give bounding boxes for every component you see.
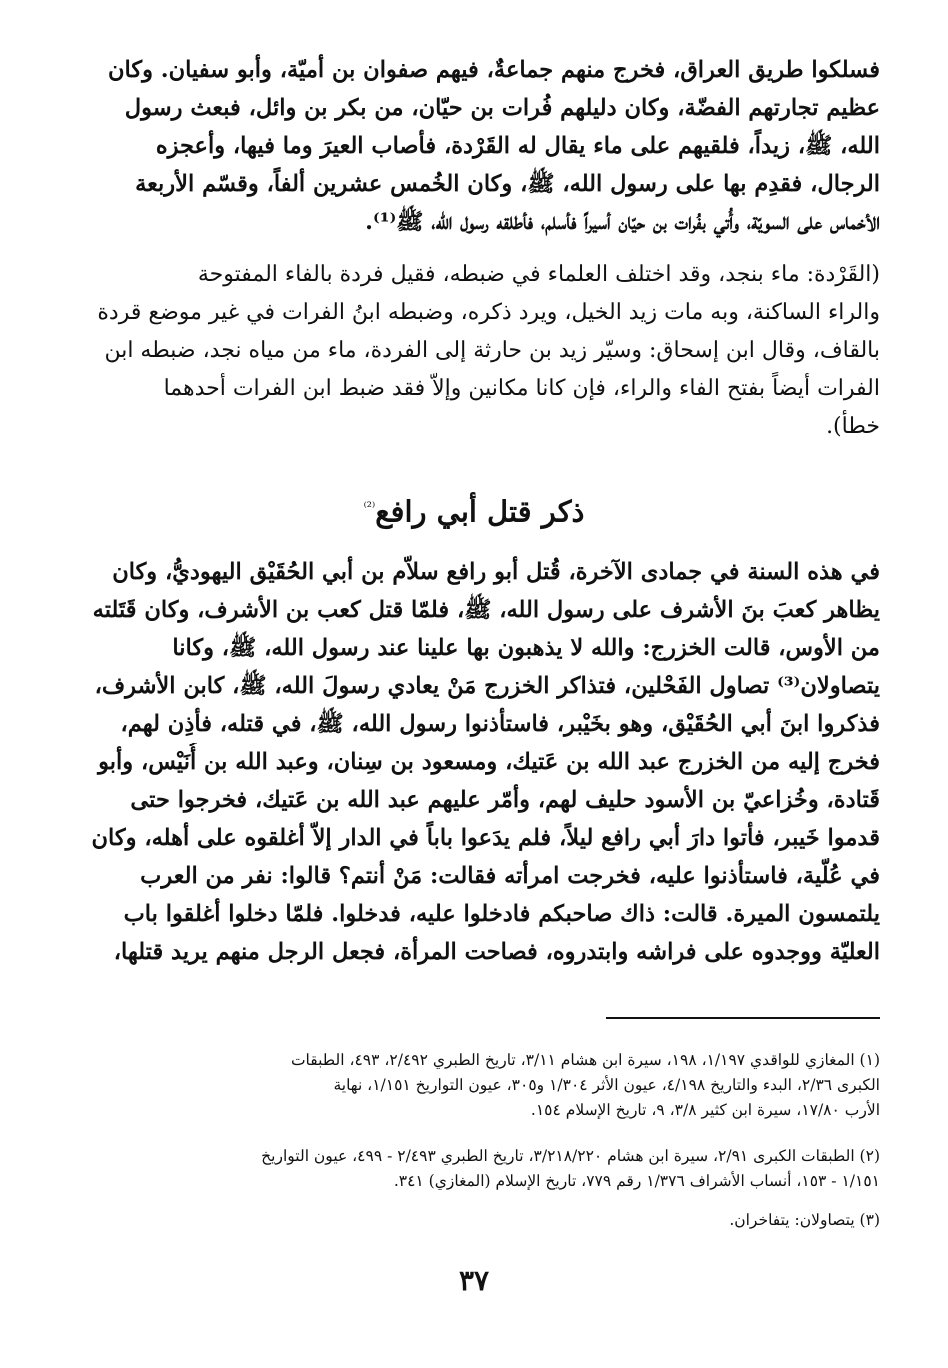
text-line: خطأ).: [826, 414, 880, 439]
footnote-line: ١/١٥١ - ١٥٣، أنساب الأشراف ١/٣٧٦ رقم ٧٧٩، تاريخ الإسلام (المغازي) ٣٤١.: [393, 1172, 880, 1190]
text-line: بالقاف، وقال ابن إسحاق: وسيّر زيد بن حارثة إلى الفردة، ماء من مياه نجد، ضبطه ابن: [104, 338, 880, 363]
section-title: ذكر قتل أبي رافع: [375, 494, 585, 529]
text-line: يلتمسون الميرة. قالت: ذاك صاحبكم فادخلوا عليه، فدخلوا. فلمّا دخلوا أغلقوا باب: [123, 901, 880, 927]
footnote-line: الأرب ١٧/٨٠، سيرة ابن كثير ٣/٨، ٩، تاريخ الإسلام ١٥٤.: [530, 1101, 880, 1119]
text-line: (القَرْدة: ماء بنجد، وقد اختلف العلماء في ضبطه، فقيل فردة بالفاء المفتوحة: [197, 262, 880, 287]
footnote-line: (٣) يتصاولان: يتفاخران.: [729, 1211, 880, 1229]
text-line: فذكروا ابنَ أبي الحُقَيْق، وهو بخَيْبر، فاستأذنوا رسول الله، ﷺ، في قتله، فأذِن لهم،: [120, 711, 880, 737]
text-line: في عُلّية، فاستأذنوا عليه، فخرجت امرأته فقالت: مَنْ أنتم؟ قالوا: نفر من العرب: [140, 863, 880, 889]
text-line: فسلكوا طريق العراق، فخرج منهم جماعةٌ، فيهم صفوان بن أميّة، وأبو سفيان. وكان: [108, 57, 880, 83]
footnote-line: الكبرى ٢/٣٦، البدء والتاريخ ٤/١٩٨، عيون الأثر ١/٣٠٤ و٣٠٥، عيون التواريخ ١/١٥١، نهاية: [333, 1076, 880, 1094]
text-line: الأخماس على السويّة، وأُتي بفُرات بن حيّان أسيراً فأسلم، فأطلقه رسول الله، ﷺ⁽¹⁾.: [365, 209, 880, 235]
footnote-1: [80, 1048, 880, 1123]
text-line: قَتادة، وخُزاعيّ بن الأسود حليف لهم، وأمّر عليهم عبد الله بن عَتيك، فخرجوا حتى: [130, 787, 880, 813]
footnote-2: [80, 1144, 880, 1194]
text-line: يظاهر كعبَ بنَ الأشرف على رسول الله، ﷺ، فلمّا قتل كعب بن الأشرف، وكان قَتَلته: [92, 597, 880, 623]
page-number: ٣٧: [458, 1264, 490, 1297]
opening-paragraph: [80, 51, 880, 241]
text-line: الرجال، فقدِم بها على رسول الله، ﷺ، وكان الخُمس عشرين ألفاً، وقسّم الأربعة: [135, 171, 880, 197]
footnote-3: [80, 1208, 880, 1233]
text-line: يتصاولان⁽³⁾ تصاول الفَحْلين، فتذاكر الخزرج مَنْ يعادي رسولَ الله، ﷺ، كابن الأشرف،: [94, 673, 880, 699]
text-line: فخرج إليه من الخزرج عبد الله بن عَتيك، ومسعود بن سِنان، وعبد الله بن أُنَيْس، وأبو: [98, 749, 880, 775]
footnote-line: (٢) الطبقات الكبرى ٢/٩١، سيرة ابن هشام ٣/٢١٨/٢٢٠، تاريخ الطبري ٢/٤٩٣ - ٤٩٩، عيون التواريخ: [261, 1147, 880, 1165]
text-line: الفرات أيضاً بفتح الفاء والراء، فإن كانا مكانين وإلاّ فقد ضبط ابن الفرات أحدهما: [163, 376, 880, 401]
text-line: من الأوس، قالت الخزرج: والله لا يذهبون بها علينا عند رسول الله، ﷺ، وكانا: [172, 635, 880, 661]
text-line: قدموا خَيبر، فأتوا دارَ أبي رافع ليلاً، فلم يدَعوا باباً في الدار إلاّ أغلقوه على أهله، وكان: [91, 825, 880, 851]
editor-note-paragraph: [80, 256, 880, 446]
text-line: في هذه السنة في جمادى الآخرة، قُتل أبو رافع سلاّم بن أبي الحُقَيْق اليهوديُّ، وكان: [112, 559, 880, 585]
footnote-line: (١) المغازي للواقدي ١/١٩٧، ١٩٨، سيرة ابن هشام ٣/١١، تاريخ الطبري ٢/٤٩٢، ٤٩٣، الطبقات: [290, 1051, 880, 1069]
footnote-divider: [606, 1017, 880, 1019]
section-heading: [0, 486, 948, 530]
text-line: والراء الساكنة، وبه مات زيد الخيل، ويرد ذكره، وضبطه ابنُ الفرات في غير موضع قردة: [97, 300, 880, 325]
body-paragraph: [80, 553, 880, 971]
footnote-marker: ⁽²⁾: [363, 500, 376, 515]
text-line: العليّة ووجدوه على فراشه وابتدروه، فصاحت المرأة، فجعل الرجل منهم يريد قتلها،: [113, 939, 880, 965]
text-line: عظيم تجارتهم الفضّة، وكان دليلهم فُرات بن حيّان، من بكر بن وائل، فبعث رسول: [124, 95, 880, 121]
text-line: الله، ﷺ، زيداً، فلقيهم على ماء يقال له القَرْدة، فأصاب العيرَ وما فيها، وأعجزه: [155, 133, 880, 159]
